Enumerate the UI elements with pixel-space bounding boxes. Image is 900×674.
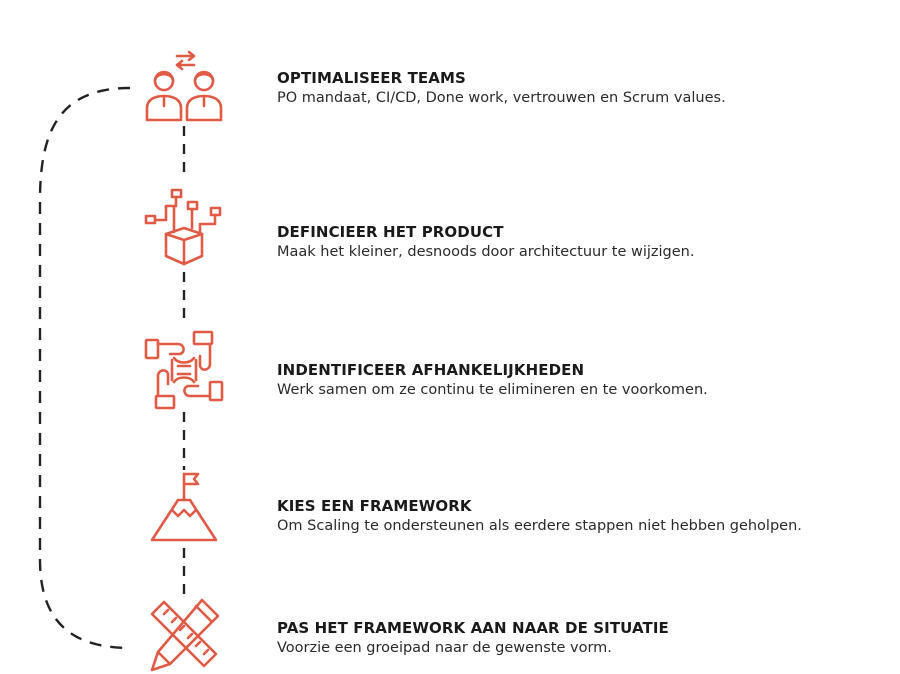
step-4 <box>277 496 887 536</box>
product-box-icon <box>144 188 224 268</box>
step-description: PO mandaat, CI/CD, Done work, vertrouwen en Scrum values. <box>277 90 726 106</box>
step-5 <box>277 618 887 658</box>
step-description: Om Scaling te ondersteunen als eerdere stappen niet hebben geholpen. <box>277 518 802 534</box>
step-description: Voorzie een groeipad naar de gewenste vorm. <box>277 640 612 656</box>
step-description: Werk samen om ze continu te elimineren en te voorkomen. <box>277 382 708 398</box>
step-title: OPTIMALISEER TEAMS <box>277 69 466 87</box>
step-3 <box>277 360 887 400</box>
step-1 <box>277 68 887 108</box>
loop-back-arc <box>40 88 130 648</box>
step-2 <box>277 222 887 262</box>
mountain-flag-icon <box>144 468 224 548</box>
step-title: INDENTIFICEER AFHANKELIJKHEDEN <box>277 361 585 379</box>
pencil-ruler-icon <box>144 594 224 674</box>
joined-hands-icon <box>144 330 224 410</box>
step-title: KIES EEN FRAMEWORK <box>277 497 472 515</box>
step-title: PAS HET FRAMEWORK AAN NAAR DE SITUATIE <box>277 619 669 637</box>
step-description: Maak het kleiner, desnoods door architectuur te wijzigen. <box>277 244 695 260</box>
two-people-exchange-icon <box>144 48 224 128</box>
step-title: DEFINCIEER HET PRODUCT <box>277 223 504 241</box>
